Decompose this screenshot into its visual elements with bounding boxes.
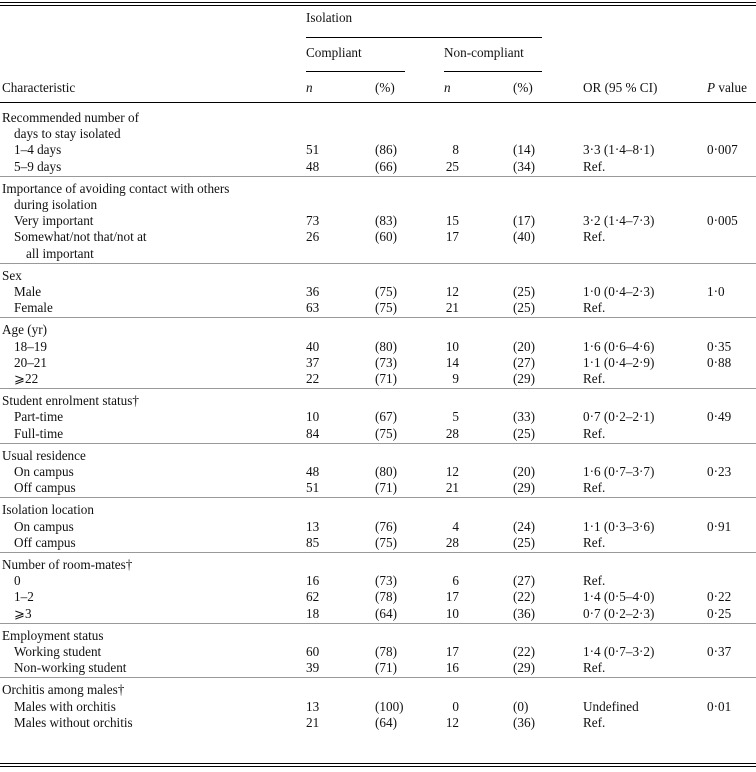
noncompliant-pct: (25): [513, 284, 535, 299]
compliant-n: 85: [306, 534, 320, 550]
row-label: ⩾22: [14, 371, 39, 386]
noncompliant-n: 15: [445, 213, 459, 229]
noncompliant-pct: (14): [513, 142, 535, 158]
noncompliant-pct: (20): [513, 464, 535, 479]
odds-ratio: 1·1 (0·3–3·6): [583, 518, 655, 534]
p-value: 0·91: [707, 518, 732, 534]
noncompliant-pct: (17): [513, 213, 535, 229]
noncompliant-pct: (27): [513, 354, 535, 370]
row-label: Very important: [14, 213, 94, 229]
odds-ratio: 1·0 (0·4–2·3): [583, 284, 655, 299]
compliant-pct: (75): [375, 534, 397, 550]
noncompliant-pct: (36): [513, 605, 535, 621]
odds-ratio: Ref.: [583, 300, 606, 316]
compliant-pct: (71): [375, 371, 397, 386]
header-noncompliant-n: n: [444, 80, 451, 95]
odds-ratio: Ref.: [583, 573, 606, 589]
odds-ratio: 1·4 (0·7–3·2): [583, 644, 655, 659]
compliant-pct: (80): [375, 464, 397, 479]
compliant-n: 26: [306, 229, 320, 245]
noncompliant-pct: (29): [513, 371, 535, 386]
noncompliant-pct: (33): [513, 409, 535, 425]
compliant-underline: [306, 71, 405, 72]
odds-ratio: 3·2 (1·4–7·3): [583, 213, 655, 229]
noncompliant-pct: (20): [513, 338, 535, 354]
compliant-pct: (80): [375, 338, 397, 354]
row-label: all important: [26, 245, 94, 261]
noncompliant-pct: (29): [513, 480, 535, 496]
noncompliant-n: 14: [445, 354, 459, 370]
row-label: On campus: [14, 518, 74, 534]
row-label: Males with orchitis: [14, 698, 116, 714]
odds-ratio: Undefined: [583, 698, 639, 714]
section-title: days to stay isolated: [14, 126, 121, 142]
p-value: 0·007: [707, 142, 738, 158]
noncompliant-pct: (25): [513, 534, 535, 550]
row-label: Female: [14, 300, 53, 316]
odds-ratio: 0·7 (0·2–2·3): [583, 605, 655, 621]
odds-ratio: 0·7 (0·2–2·1): [583, 409, 655, 425]
p-value: 0·25: [707, 605, 732, 621]
p-value: 0·49: [707, 409, 732, 425]
section-divider: [0, 317, 756, 318]
header-compliant: Compliant: [306, 45, 362, 60]
row-label: 1–4 days: [14, 142, 62, 158]
p-value: 0·35: [707, 338, 732, 354]
compliant-n: 13: [306, 518, 320, 534]
header-isolation: Isolation: [306, 10, 353, 25]
odds-ratio: Ref.: [583, 371, 606, 386]
compliant-n: 36: [306, 284, 320, 299]
odds-ratio: Ref.: [583, 229, 606, 245]
compliant-pct: (64): [375, 605, 397, 621]
section-divider: [0, 388, 756, 389]
compliant-n: 63: [306, 300, 320, 316]
odds-ratio: 1·6 (0·7–3·7): [583, 464, 655, 479]
section-title: Number of room-mates†: [2, 557, 133, 572]
noncompliant-pct: (22): [513, 589, 535, 605]
odds-ratio: 3·3 (1·4–8·1): [583, 142, 655, 158]
noncompliant-n: 28: [445, 534, 459, 550]
section-title: Orchitis among males†: [2, 682, 125, 698]
compliant-n: 62: [306, 589, 320, 605]
odds-ratio: Ref.: [583, 425, 606, 441]
section-title: Recommended number of: [2, 110, 139, 125]
compliant-n: 48: [306, 464, 320, 479]
noncompliant-pct: (34): [513, 158, 535, 174]
compliant-pct: (64): [375, 714, 397, 730]
compliant-pct: (66): [375, 158, 397, 174]
compliant-n: 73: [306, 213, 320, 229]
section-divider: [0, 443, 756, 444]
noncompliant-n: 25: [445, 158, 459, 174]
section-divider: [0, 623, 756, 624]
header-compliant-pct: (%): [375, 80, 395, 95]
section-title: Sex: [2, 267, 22, 283]
noncompliant-n: 21: [445, 300, 459, 316]
section-title: Importance of avoiding contact with others: [2, 180, 230, 196]
noncompliant-pct: (40): [513, 229, 535, 245]
row-label: Part-time: [14, 409, 64, 425]
compliant-pct: (73): [375, 354, 397, 370]
noncompliant-pct: (27): [513, 573, 535, 589]
header-compliant-n: n: [306, 80, 313, 95]
row-label: On campus: [14, 464, 74, 479]
noncompliant-n: 10: [445, 605, 459, 621]
compliant-n: 84: [306, 425, 320, 441]
section-title: Employment status: [2, 627, 104, 643]
compliant-n: 18: [306, 605, 320, 621]
noncompliant-pct: (25): [513, 425, 535, 441]
noncompliant-n: 17: [445, 229, 459, 245]
row-label: Full-time: [14, 425, 64, 441]
isolation-underline: [306, 37, 542, 38]
compliant-pct: (67): [375, 409, 397, 425]
noncompliant-n: 0: [452, 698, 459, 714]
row-label: 1–2: [14, 589, 34, 605]
noncompliant-pct: (22): [513, 644, 535, 659]
compliant-n: 60: [306, 644, 320, 659]
noncompliant-n: 12: [445, 464, 459, 479]
odds-ratio: Ref.: [583, 480, 606, 496]
row-label: 20–21: [14, 354, 47, 370]
section-title: during isolation: [14, 197, 98, 212]
compliant-pct: (76): [375, 518, 397, 534]
compliant-n: 40: [306, 338, 320, 354]
section-title: Usual residence: [2, 447, 86, 463]
top-rule-1: [0, 2, 756, 3]
section-title: Student enrolment status†: [2, 393, 139, 409]
odds-ratio: Ref.: [583, 158, 606, 174]
compliant-n: 39: [306, 660, 320, 676]
bottom-rule-1: [0, 763, 756, 764]
header-or: OR (95 % CI): [583, 80, 658, 95]
compliant-n: 51: [306, 480, 320, 496]
noncompliant-n: 4: [452, 518, 459, 534]
compliant-n: 13: [306, 698, 320, 714]
row-label: 0: [14, 573, 21, 589]
top-rule-2: [0, 5, 756, 6]
row-label: ⩾3: [14, 605, 32, 621]
row-label: Working student: [14, 644, 102, 659]
compliant-n: 21: [306, 714, 320, 730]
compliant-pct: (86): [375, 142, 397, 158]
compliant-pct: (100): [375, 698, 404, 714]
header-p-value: [707, 80, 747, 96]
header-p-letter: P: [707, 80, 716, 95]
compliant-pct: (73): [375, 573, 397, 589]
compliant-pct: (60): [375, 229, 397, 245]
noncompliant-n: 17: [445, 644, 459, 659]
p-value: 0·37: [707, 644, 732, 659]
compliant-pct: (78): [375, 644, 397, 659]
section-divider: [0, 552, 756, 553]
noncompliant-n: 21: [445, 480, 459, 496]
bottom-rule-2: [0, 766, 756, 767]
section-divider: [0, 677, 756, 678]
odds-ratio: Ref.: [583, 714, 606, 730]
noncompliant-pct: (29): [513, 660, 535, 676]
compliant-n: 51: [306, 142, 320, 158]
noncompliant-n: 10: [445, 338, 459, 354]
compliant-n: 10: [306, 409, 320, 425]
noncompliant-n: 9: [452, 371, 459, 386]
p-value: 0·23: [707, 464, 732, 479]
section-divider: [0, 497, 756, 498]
compliant-pct: (83): [375, 213, 397, 229]
section-title: Isolation location: [2, 502, 94, 518]
row-label: Off campus: [14, 480, 76, 496]
header-characteristic: Characteristic: [2, 80, 76, 95]
header-noncompliant-pct: (%): [513, 80, 533, 95]
header-bottom-rule: [0, 102, 756, 103]
section-divider: [0, 263, 756, 264]
compliant-pct: (78): [375, 589, 397, 605]
noncompliant-pct: (25): [513, 300, 535, 316]
noncompliant-pct: (24): [513, 518, 535, 534]
p-value: 0·005: [707, 213, 738, 229]
noncompliant-n: 12: [445, 714, 459, 730]
noncompliant-n: 12: [445, 284, 459, 299]
row-label: Male: [14, 284, 42, 299]
noncompliant-pct: (0): [513, 698, 529, 714]
compliant-n: 16: [306, 573, 320, 589]
row-label: Males without orchitis: [14, 714, 133, 730]
compliant-pct: (71): [375, 480, 397, 496]
p-value: 0·22: [707, 589, 732, 605]
section-divider: [0, 176, 756, 177]
p-value: 1·0: [707, 284, 725, 299]
row-label: Somewhat/not that/not at: [14, 229, 147, 245]
noncompliant-n: 6: [452, 573, 459, 589]
compliant-n: 48: [306, 158, 320, 174]
noncompliant-n: 5: [452, 409, 459, 425]
compliant-n: 37: [306, 354, 320, 370]
noncompliant-pct: (36): [513, 714, 535, 730]
noncompliant-n: 28: [445, 425, 459, 441]
odds-ratio: 1·1 (0·4–2·9): [583, 354, 655, 370]
header-p-rest: value: [715, 80, 747, 95]
p-value: 0·01: [707, 698, 732, 714]
row-label: Non-working student: [14, 660, 127, 676]
odds-ratio: 1·6 (0·6–4·6): [583, 338, 655, 354]
row-label: Off campus: [14, 534, 76, 550]
row-label: 18–19: [14, 338, 47, 354]
noncompliant-n: 16: [445, 660, 459, 676]
compliant-n: 22: [306, 371, 320, 386]
odds-ratio: 1·4 (0·5–4·0): [583, 589, 655, 605]
compliant-pct: (75): [375, 300, 397, 316]
compliant-pct: (71): [375, 660, 397, 676]
noncompliant-n: 8: [452, 142, 459, 158]
p-value: 0·88: [707, 354, 732, 370]
odds-ratio: Ref.: [583, 660, 606, 676]
row-label: 5–9 days: [14, 158, 62, 174]
compliant-pct: (75): [375, 425, 397, 441]
noncompliant-n: 17: [445, 589, 459, 605]
compliant-pct: (75): [375, 284, 397, 299]
header-noncompliant: Non-compliant: [444, 45, 524, 60]
noncompliant-underline: [444, 71, 542, 72]
odds-ratio: Ref.: [583, 534, 606, 550]
section-title: Age (yr): [2, 322, 48, 338]
